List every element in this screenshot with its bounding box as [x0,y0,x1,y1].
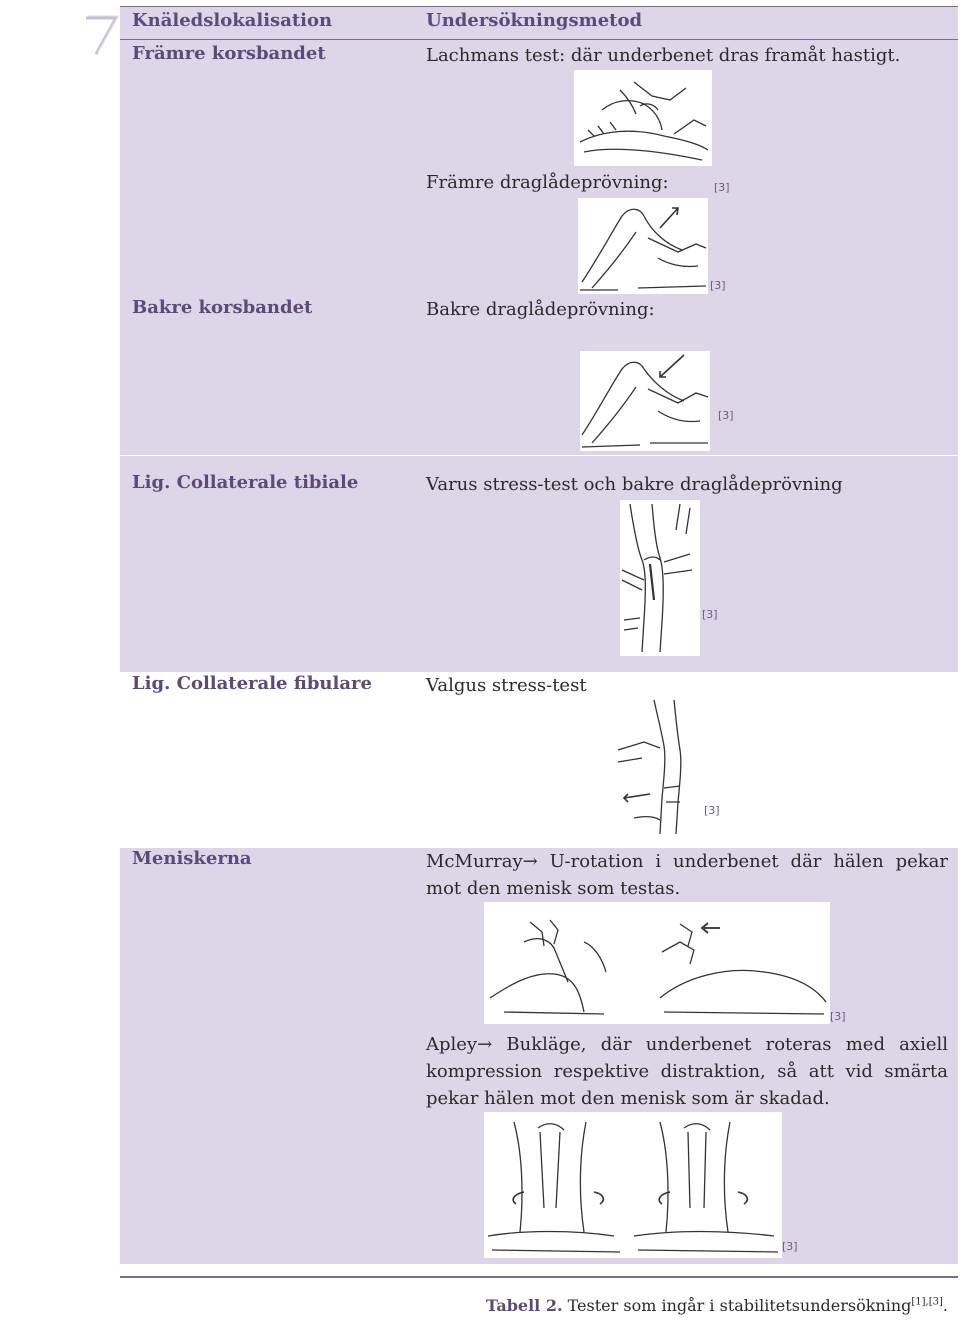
valgus-stress-illustration [614,698,688,838]
varus-stress-illustration [620,500,700,656]
lachman-test-illustration [574,70,712,166]
lachman-drawing [574,70,712,166]
row-location: Lig. Collaterale tibiale [132,472,359,493]
row-method-text: Varus stress-test och bakre draglådeprövning [426,474,843,495]
row-location: Meniskerna [132,848,252,869]
row-method-text: McMurray→ U-rotation i underbenet där hälen pekar mot den menisk som testas. [426,851,948,899]
posterior-drawer-illustration [580,351,710,451]
row-location: Bakre korsbandet [132,297,313,318]
mcmurray-drawing [484,902,830,1024]
row-location: Lig. Collaterale fibulare [132,673,372,694]
figure-reference: [3] [702,608,718,621]
page-number-glyph [82,8,122,58]
knee-stability-table [120,6,958,1264]
caption-refs: [1],[3] [911,1296,943,1308]
figure-reference: [3] [710,279,726,292]
table-row [120,672,958,848]
row-method-text: Bakre draglådeprövning: [426,299,655,320]
figure-reference: [3] [830,1010,846,1023]
header-method: Undersökningsmetod [426,10,643,31]
table-row [120,40,958,295]
table-header-row [120,6,958,40]
anterior-drawer-illustration [578,198,708,294]
page-number [82,8,122,58]
row-method-text: Valgus stress-test [426,675,587,696]
row-location: Främre korsbandet [132,43,326,64]
varus-stress-drawing [620,500,700,656]
anterior-drawer-drawing [578,198,708,294]
valgus-stress-drawing [614,698,688,838]
row-method-text: Apley→ Bukläge, där underbenet roteras med axiell kompression respektive distraktion, så att vid smärta pekar hälen mot den menisk som är skadad. [426,1034,948,1109]
table-row [120,455,958,672]
caption-text: Tester som ingår i stabilitetsundersökning [562,1296,912,1315]
figure-reference: [3] [782,1240,798,1253]
caption-end: . [942,1296,948,1315]
apley-illustration [484,1112,782,1258]
figure-reference: [3] [704,804,720,817]
table-row [120,279,958,455]
table-row [120,848,958,1264]
apley-drawing [484,1112,782,1258]
row-method-text: Främre draglådeprövning: [426,172,669,193]
caption-label: Tabell 2. [485,1296,563,1315]
header-location: Knäledslokalisation [132,10,333,31]
table-caption [486,1296,948,1315]
table-bottom-rule [120,1276,958,1278]
row-method-text: Lachmans test: där underbenet dras framåt hastigt. [426,45,901,66]
posterior-drawer-drawing [580,351,710,451]
figure-reference: [3] [718,409,734,422]
mcmurray-illustration [484,902,830,1024]
figure-reference: [3] [714,181,730,194]
